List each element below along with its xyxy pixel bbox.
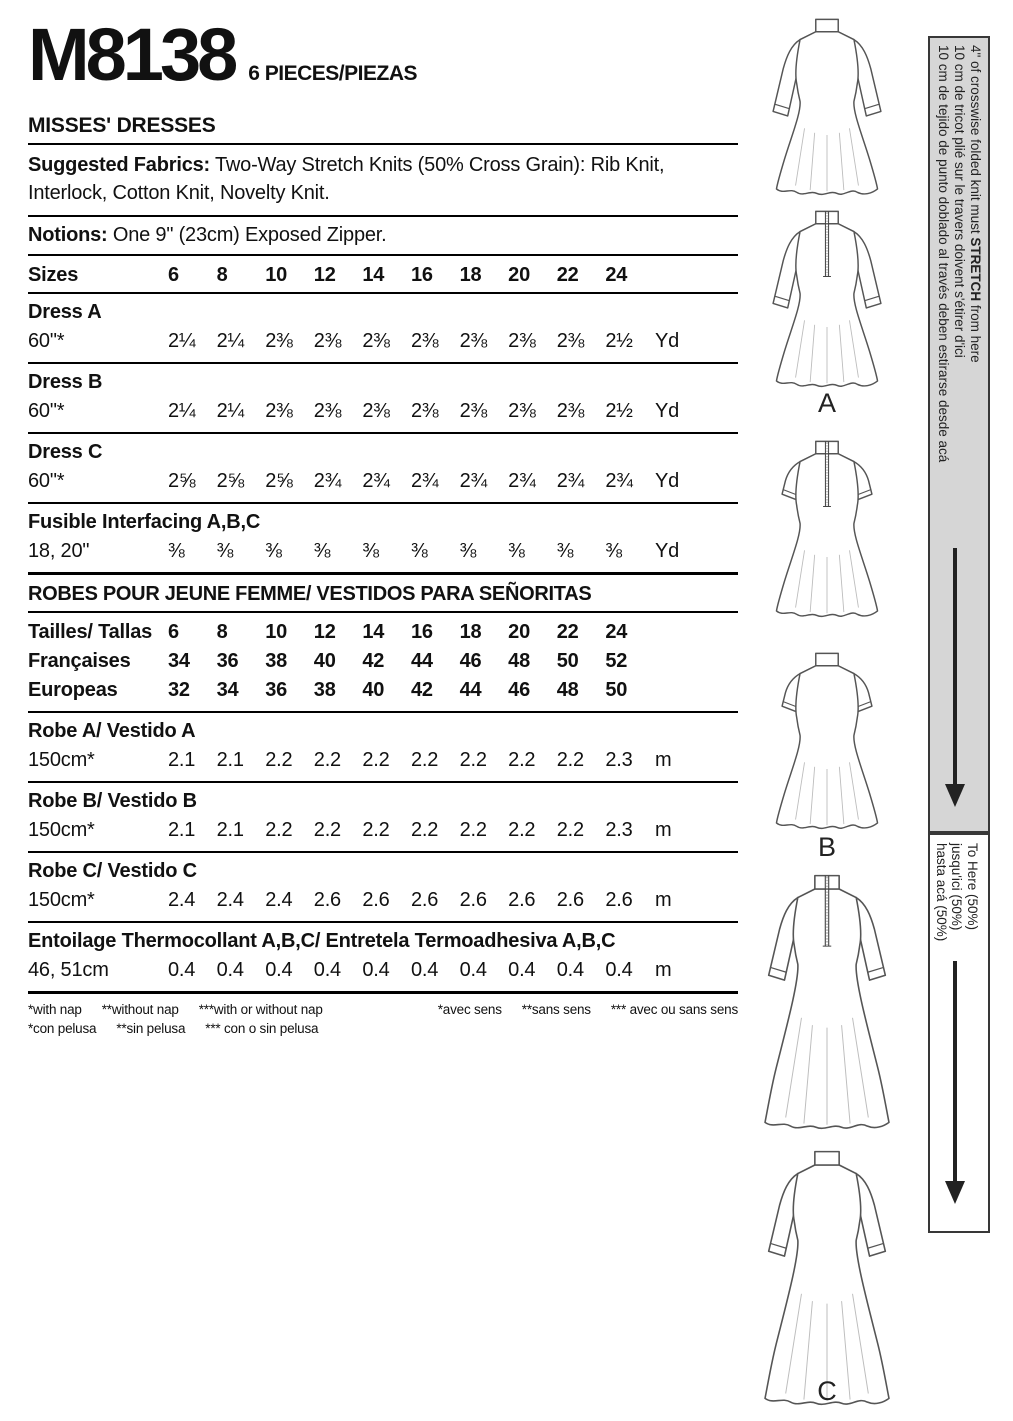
meterage-value: 2.2: [313, 818, 341, 841]
sizes-values: [168, 264, 655, 287]
size-value: 48: [556, 678, 579, 701]
footnote: ***with or without nap: [198, 1001, 323, 1017]
yardage-value: 2⅜: [459, 399, 487, 422]
dress-c-back-illustration: [748, 872, 906, 1145]
meterage-value: 2.6: [508, 888, 536, 911]
yardage-value: 2½: [605, 399, 633, 422]
meterage-value: 2.2: [265, 818, 293, 841]
unit-label: Yd: [655, 329, 680, 352]
size-value: 10: [265, 620, 288, 643]
yardage-value: 2⅜: [556, 399, 585, 422]
meterage-value: 0.4: [410, 958, 439, 981]
meterage-value: 0.4: [508, 958, 536, 981]
yardage-value: 2⅝: [265, 469, 293, 492]
group-label: Dress C: [28, 440, 103, 463]
stretch-gauge-upper-box: [928, 36, 990, 833]
yardage-value: 2¾: [410, 469, 439, 492]
yardage-value: 2½: [605, 329, 633, 352]
pieces-count: 6 PIECES/PIEZAS: [248, 62, 417, 85]
view-a-label: A: [817, 388, 836, 418]
group-label: Robe B/ Vestido B: [28, 789, 197, 812]
yardage-value: 2⅜: [410, 399, 439, 422]
size-value: 14: [362, 263, 385, 286]
suggested-fabrics-text: Two-Way Stretch Knits (50% Cross Grain): Rib Knit, Interlock, Cotton Knit, Novelty Knit.: [28, 154, 665, 205]
yardage-value: 2¾: [362, 469, 390, 492]
meterage-value: 2.2: [459, 748, 487, 771]
meterage-value: 0.4: [265, 958, 293, 981]
yardage-value: 2⅜: [313, 329, 342, 352]
footnote: *avec sens: [437, 1001, 502, 1017]
yardage-value: 2⅜: [362, 399, 390, 422]
yardage-value: 2⅜: [508, 399, 536, 422]
size-value: 42: [362, 649, 385, 672]
footnote: **without nap: [101, 1001, 179, 1017]
view-c-label: C: [817, 1376, 837, 1406]
size-value: 18: [459, 263, 482, 286]
unit-label: m: [655, 888, 672, 911]
yardage-value: 2¾: [556, 469, 585, 492]
footnote-row-1: [28, 1002, 738, 1017]
meterage-value: 2.3: [605, 748, 633, 771]
footnote: **sin pelusa: [116, 1020, 186, 1036]
footnote: *** avec ou sans sens: [610, 1001, 738, 1017]
fabric-width: 46, 51cm: [28, 958, 109, 981]
size-value: 6: [168, 263, 179, 286]
meterage-values: [168, 959, 655, 982]
yardage-values: [168, 330, 655, 353]
fabric-width: 150cm*: [28, 748, 95, 771]
meterage-value: 0.4: [556, 958, 584, 981]
table-row: [28, 647, 738, 676]
size-value: 6: [168, 620, 179, 643]
size-value: 36: [216, 649, 239, 672]
size-value: 8: [216, 620, 228, 643]
yardage-values: [168, 540, 655, 563]
size-value: 34: [216, 678, 239, 701]
table-row: [28, 819, 738, 842]
yardage-value: 2⅜: [508, 329, 536, 352]
size-value: 46: [508, 678, 531, 701]
meterage-value: 0.4: [313, 958, 341, 981]
meterage-value: 2.2: [410, 748, 439, 771]
yardage-value: 2¼: [216, 329, 244, 352]
intl-section-title: ROBES POUR JEUNE FEMME/ VESTIDOS PARA SEÑORITAS: [28, 575, 738, 613]
stretch-gauge-instructions: [934, 45, 983, 825]
meterage-value: 2.3: [605, 818, 633, 841]
yardage-group-interfacing: [28, 504, 738, 575]
european-sizes-label: Europeas: [28, 678, 118, 701]
size-value: 8: [216, 263, 228, 286]
footnote-row-2: [28, 1021, 738, 1036]
yardage-value: ⅜: [216, 539, 234, 562]
metric-group-robe-c: [28, 853, 738, 923]
size-value: 20: [508, 620, 531, 643]
unit-label: m: [655, 748, 672, 771]
dress-b-front-illustration: [754, 650, 900, 841]
meterage-value: 0.4: [216, 958, 244, 981]
garment-category: MISSES' DRESSES: [28, 102, 738, 145]
table-row: [28, 676, 738, 705]
footnote: *** con o sin pelusa: [205, 1020, 319, 1036]
meterage-value: 2.6: [556, 888, 584, 911]
size-value: 52: [605, 649, 628, 672]
yardage-value: 2⅜: [313, 399, 342, 422]
notions: [28, 217, 738, 256]
yardage-values: [168, 470, 655, 493]
meterage-value: 2.1: [216, 818, 244, 841]
to-here-es: hasta acá (50%): [933, 843, 949, 942]
stretch-gauge-line-en: 4" of crosswise folded knit must STRETCH from here: [968, 45, 983, 363]
unit-label: m: [655, 958, 672, 981]
table-row: [28, 959, 738, 982]
footnotes-french: [418, 1002, 738, 1017]
table-row: [28, 618, 738, 647]
to-here-fr: jusqu'ici (50%): [949, 843, 965, 931]
meterage-value: 2.2: [265, 748, 293, 771]
stretch-gauge-lower-box: [928, 833, 990, 1233]
size-value: 44: [410, 649, 433, 672]
size-value: 22: [556, 263, 579, 286]
yardage-value: ⅜: [508, 539, 525, 562]
yardage-value: 2¾: [605, 469, 633, 492]
size-value: 50: [605, 678, 628, 701]
meterage-value: 2.2: [313, 748, 341, 771]
meterage-value: 2.2: [556, 748, 584, 771]
size-value: 38: [265, 649, 288, 672]
fabric-width: 60"*: [28, 469, 65, 492]
group-label: Fusible Interfacing A,B,C: [28, 510, 261, 533]
meterage-value: 2.4: [265, 888, 293, 911]
table-row: [28, 400, 738, 423]
fabric-width: 150cm*: [28, 818, 95, 841]
yardage-value: 2¼: [168, 329, 196, 352]
size-value: 36: [265, 678, 288, 701]
footnote: *con pelusa: [28, 1020, 97, 1036]
yardage-value: 2¾: [313, 469, 342, 492]
unit-label: Yd: [655, 539, 680, 562]
view-b-label: B: [817, 832, 836, 862]
footnotes-english: [28, 1002, 343, 1017]
dress-a-back-illustration: [754, 208, 900, 399]
meterage-value: 0.4: [459, 958, 487, 981]
french-sizes-label: Françaises: [28, 649, 131, 672]
meterage-value: 2.4: [168, 888, 196, 911]
yardage-value: 2¼: [168, 399, 196, 422]
meterage-value: 2.2: [508, 818, 536, 841]
metric-group-robe-b: [28, 783, 738, 853]
metric-group-robe-a: [28, 713, 738, 783]
group-label: Robe C/ Vestido C: [28, 859, 197, 882]
fabric-width: 60"*: [28, 399, 65, 422]
size-value: 44: [459, 678, 482, 701]
table-row: [28, 330, 738, 353]
unit-label: m: [655, 818, 672, 841]
footnote: *with nap: [28, 1001, 82, 1017]
size-value: 40: [362, 678, 385, 701]
suggested-fabrics: [28, 145, 738, 217]
size-value: 14: [362, 620, 385, 643]
meterage-values: [168, 749, 655, 772]
size-value: 38: [313, 678, 336, 701]
sizes-header-row: [28, 256, 738, 294]
fabric-width: 150cm*: [28, 888, 95, 911]
meterage-value: 0.4: [168, 958, 196, 981]
meterage-value: 0.4: [362, 958, 390, 981]
table-row: [28, 749, 738, 772]
stretch-gauge-line-es: 10 cm de tejido de punto doblado al través deben estirarse desde acá: [935, 45, 951, 463]
size-value: 16: [410, 620, 433, 643]
meterage-value: 2.6: [313, 888, 341, 911]
size-value: 24: [605, 620, 628, 643]
yardage-value: 2¾: [508, 469, 536, 492]
notions-text: One 9" (23cm) Exposed Zipper.: [107, 223, 387, 246]
size-value: 12: [313, 263, 336, 286]
yardage-value: ⅜: [168, 539, 185, 562]
meterage-value: 2.1: [168, 818, 196, 841]
fabric-width: 60"*: [28, 329, 65, 352]
yardage-value: ⅜: [605, 539, 622, 562]
dress-a-front-illustration: [754, 16, 900, 207]
meterage-value: 2.2: [459, 818, 487, 841]
title-bar: [28, 13, 738, 102]
yardage-group-dress-a: [28, 294, 738, 364]
size-value: 10: [265, 263, 288, 286]
meterage-value: 2.6: [410, 888, 439, 911]
yardage-value: 2⅜: [459, 329, 487, 352]
yardage-group-dress-b: [28, 364, 738, 434]
suggested-fabrics-label: Suggested Fabrics:: [28, 154, 210, 176]
stretch-arrow-upper: [953, 548, 957, 786]
meterage-value: 2.1: [168, 748, 196, 771]
size-value: 48: [508, 649, 531, 672]
yardage-value: ⅜: [362, 539, 379, 562]
size-value: 50: [556, 649, 579, 672]
size-value: 34: [168, 649, 190, 672]
group-label: Robe A/ Vestido A: [28, 719, 196, 742]
metric-group-interfacing: [28, 923, 738, 994]
meterage-value: 2.2: [556, 818, 584, 841]
meterage-value: 2.6: [459, 888, 487, 911]
yardage-value: ⅜: [459, 539, 477, 562]
dress-b-back-illustration: [754, 438, 900, 629]
pattern-number: M8138: [28, 13, 235, 96]
meterage-value: 2.6: [362, 888, 390, 911]
yardage-values: [168, 400, 655, 423]
meterage-values: [168, 819, 655, 842]
yardage-value: ⅜: [556, 539, 574, 562]
yardage-value: 2⅜: [556, 329, 585, 352]
size-value: 32: [168, 678, 190, 701]
size-value: 20: [508, 263, 531, 286]
size-value: 22: [556, 620, 579, 643]
yardage-value: ⅜: [410, 539, 428, 562]
notions-label: Notions:: [28, 223, 108, 246]
fabric-width: 18, 20": [28, 539, 90, 562]
meterage-value: 2.4: [216, 888, 244, 911]
yardage-sheet: [28, 13, 738, 1036]
table-row: [28, 540, 738, 563]
unit-label: Yd: [655, 399, 680, 422]
size-value: 18: [459, 620, 482, 643]
group-label: Dress B: [28, 370, 103, 393]
stretch-gauge-line-fr: 10 cm de tricot plié sur le travers doivent s'étirer d'ici: [951, 45, 967, 358]
unit-label: Yd: [655, 469, 680, 492]
yardage-value: 2⅜: [265, 399, 293, 422]
meterage-value: 2.1: [216, 748, 244, 771]
size-value: 24: [605, 263, 628, 286]
intl-sizes-label: Tailles/ Tallas: [28, 620, 153, 643]
group-label: Entoilage Thermocollant A,B,C/ Entretela Termoadhesiva A,B,C: [28, 929, 616, 952]
meterage-value: 2.2: [362, 748, 390, 771]
footnote: **sans sens: [521, 1001, 591, 1017]
size-value: 16: [410, 263, 433, 286]
size-value: 46: [459, 649, 482, 672]
stretch-arrow-lower: [953, 961, 957, 1183]
to-here-en: To Here (50%): [965, 843, 980, 931]
sizes-label: Sizes: [28, 263, 79, 286]
intl-sizes-block: [28, 613, 738, 713]
yardage-value: ⅜: [265, 539, 282, 562]
size-value: 42: [410, 678, 433, 701]
meterage-value: 2.2: [362, 818, 390, 841]
footnotes-spanish: [28, 1021, 738, 1036]
yardage-group-dress-c: [28, 434, 738, 504]
yardage-value: 2⅜: [410, 329, 439, 352]
meterage-value: 2.2: [410, 818, 439, 841]
yardage-value: 2⅝: [216, 469, 244, 492]
yardage-value: 2⅜: [362, 329, 390, 352]
size-value: 12: [313, 620, 336, 643]
yardage-value: 2⅝: [168, 469, 196, 492]
footnotes: [28, 994, 738, 1036]
meterage-values: [168, 889, 655, 912]
yardage-value: 2⅜: [265, 329, 293, 352]
meterage-value: 0.4: [605, 958, 633, 981]
size-value: 40: [313, 649, 336, 672]
meterage-value: 2.2: [508, 748, 536, 771]
group-label: Dress A: [28, 300, 102, 323]
yardage-value: ⅜: [313, 539, 331, 562]
table-row: [28, 889, 738, 912]
table-row: [28, 470, 738, 493]
yardage-value: 2¼: [216, 399, 244, 422]
meterage-value: 2.6: [605, 888, 633, 911]
yardage-value: 2¾: [459, 469, 487, 492]
